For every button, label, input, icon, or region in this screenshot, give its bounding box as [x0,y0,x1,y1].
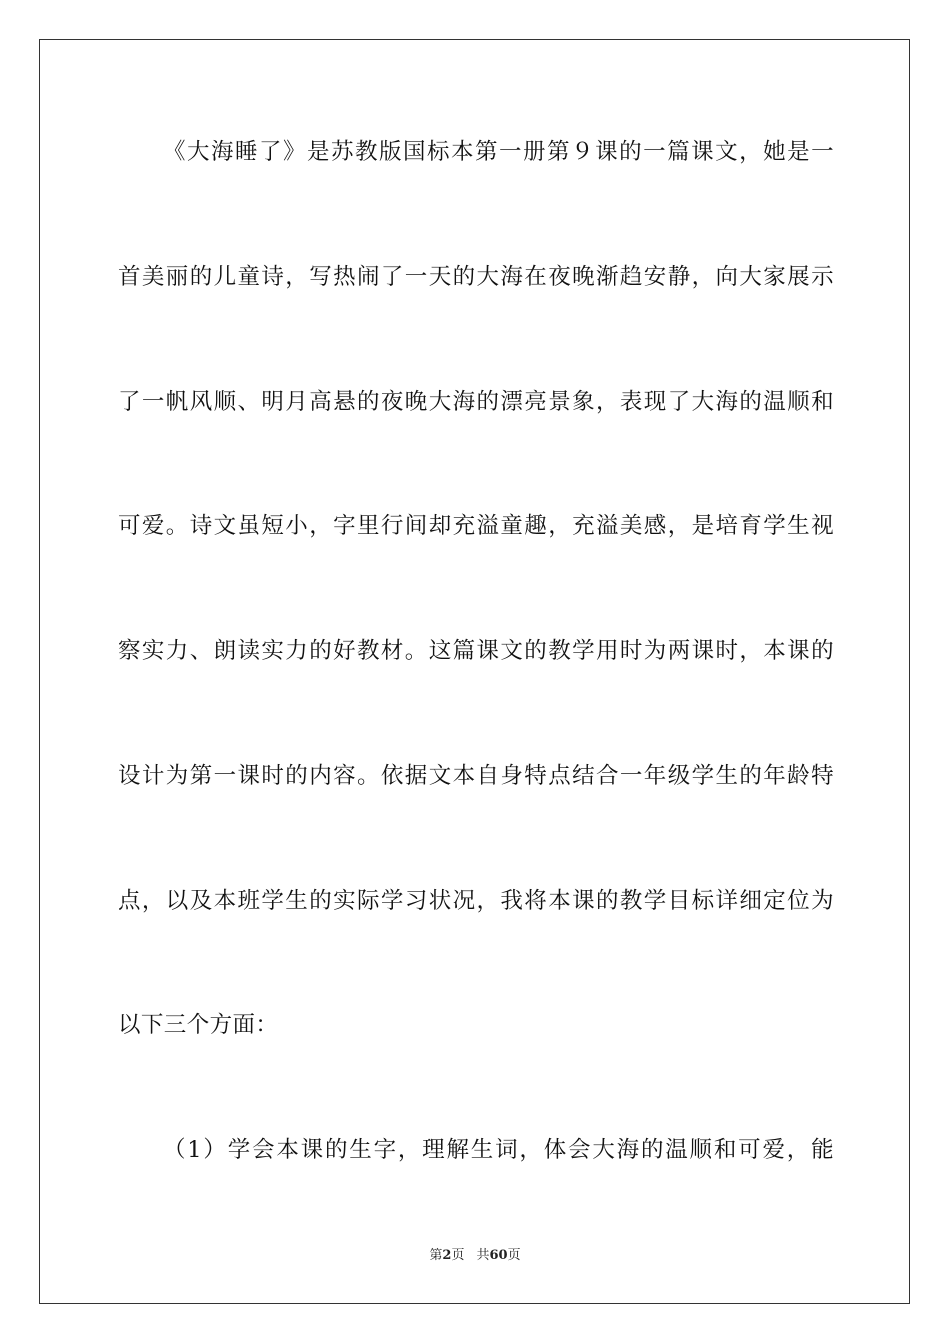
page-border [39,39,910,1304]
page-suffix: 页 [451,1248,465,1263]
page-footer [0,1247,950,1265]
paragraph-line: 以下三个方面： [118,1012,279,1038]
paragraph-line: 可爱。诗文虽短小，字里行间却充溢童趣，充溢美感，是培育学生视 [118,513,834,539]
paragraph-line: 察实力、朗读实力的好教材。这篇课文的教学用时为两课时，本课的 [118,638,834,664]
paragraph-line: 《大海睡了》是苏教版国标本第一册第９课的一篇课文，她是一 [163,139,834,165]
page-prefix: 第 [429,1248,443,1263]
total-pages: 60 [489,1248,508,1263]
page-number: 2 [442,1248,452,1263]
total-suffix: 页 [507,1248,521,1263]
paragraph-line: 设计为第一课时的内容。依据文本自身特点结合一年级学生的年龄特 [118,763,834,789]
paragraph-line: 了一帆风顺、明月高悬的夜晚大海的漂亮景象，表现了大海的温顺和 [118,389,834,415]
paragraph-line: 点，以及本班学生的实际学习状况，我将本课的教学目标详细定位为 [118,888,834,914]
total-prefix: 共 [476,1248,490,1263]
paragraph-line: 首美丽的儿童诗，写热闹了一天的大海在夜晚渐趋安静，向大家展示 [118,264,834,290]
paragraph-line: （1）学会本课的生字，理解生词，体会大海的温顺和可爱，能 [163,1137,834,1163]
